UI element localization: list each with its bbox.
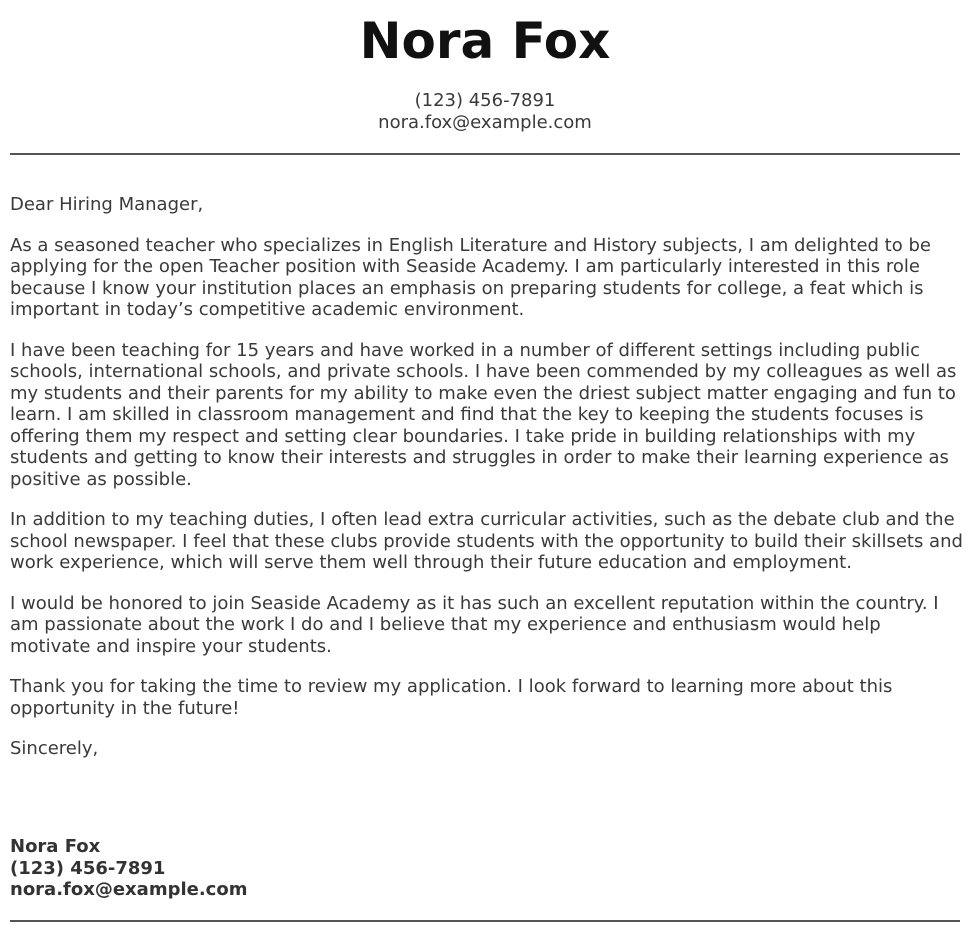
paragraph-thanks: Thank you for taking the time to review my application. I look forward to learning more about this opportunity in the future!	[10, 676, 893, 719]
signature-email: nora.fox@example.com	[10, 879, 248, 901]
header-email: nora.fox@example.com	[378, 112, 592, 133]
paragraph-motivation: I would be honored to join Seaside Academy as it has such an excellent reputation within the country. I am passionate about the work I do and I believe that my experience and enthusiasm would help motivate and inspire your students.	[10, 592, 939, 657]
header-divider	[10, 153, 960, 155]
signature-name: Nora Fox	[10, 836, 101, 857]
footer-divider	[10, 920, 960, 922]
paragraph-intro: As a seasoned teacher who specializes in English Literature and History subjects, I am delighted to be applying for the open Teacher position with Seaside Academy. I am particularly interested in this role because I know your institution places an emphasis on preparing students for college, a feat which is important in today’s competitive academic environment.	[10, 234, 931, 320]
header-phone: (123) 456-7891	[414, 90, 556, 111]
signature-phone: (123) 456-7891	[10, 857, 166, 879]
signature-block	[10, 836, 247, 901]
header-contact	[0, 90, 970, 134]
paragraph-experience: I have been teaching for 15 years and have worked in a number of different settings including public schools, international schools, and private schools. I have been commended by my colleagues as well as my students and their parents for my ability to make even the driest subject matter engaging and fun to learn. I am skilled in classroom management and find that the key to keeping the students focuses is offering them my respect and setting clear boundaries. I take pride in building relationships with my students and getting to know their interests and struggles in order to make their learning experience as positive as possible.	[10, 339, 957, 490]
closing: Sincerely,	[10, 738, 99, 759]
letter-body	[10, 194, 965, 779]
applicant-name: Nora Fox	[359, 12, 611, 70]
salutation: Dear Hiring Manager,	[10, 194, 204, 215]
paragraph-activities: In addition to my teaching duties, I often lead extra curricular activities, such as the debate club and the school newspaper. I feel that these clubs provide students with the opportunity to build their skillsets and work experience, which will serve them well through their future education and employment.	[10, 509, 963, 573]
